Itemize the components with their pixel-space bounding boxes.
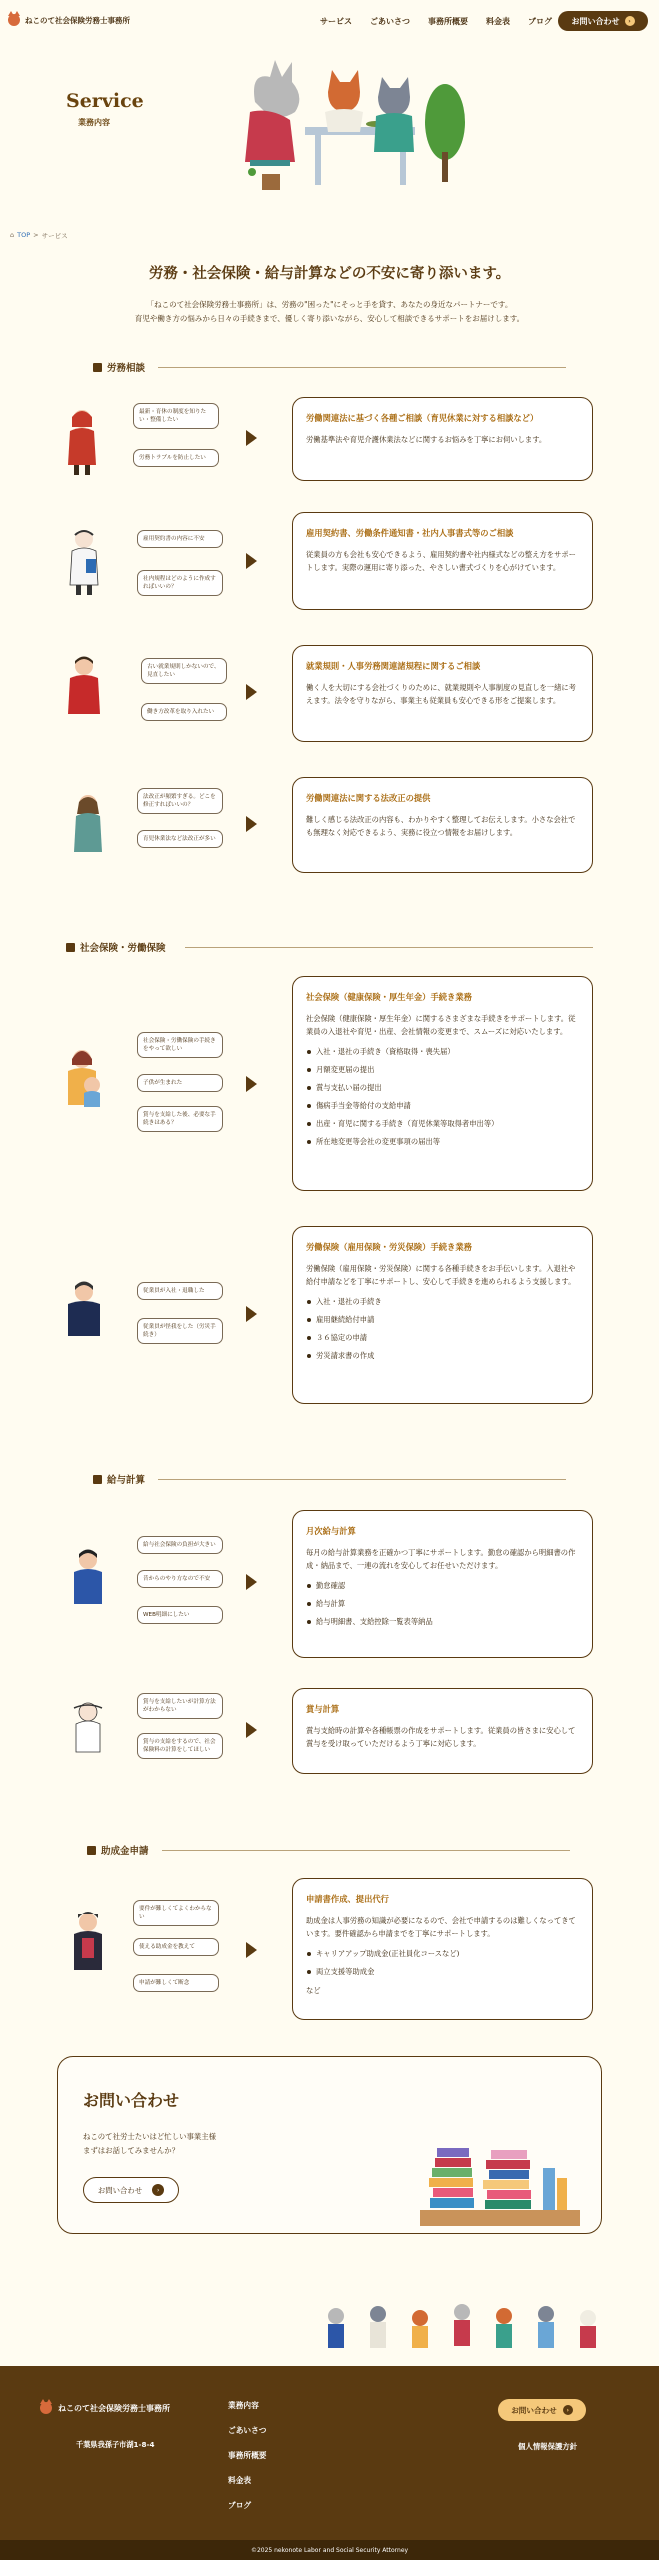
- breadcrumb-current: サービス: [41, 232, 68, 240]
- service-card-title: 労働関連法に関する法改正の提供: [306, 793, 431, 803]
- nav-item-service[interactable]: サービス: [320, 17, 352, 26]
- concern-bubble: 従業員が入社・退職した: [137, 1282, 223, 1300]
- contact-button[interactable]: [83, 2177, 179, 2203]
- person-illustration: [66, 1696, 110, 1766]
- list-item: 傷病手当金等給付の支給申請: [306, 1100, 579, 1112]
- contact-text: [83, 2130, 216, 2158]
- service-card-text: 従業員の方も会社も安心できるよう、雇用契約書や社内様式などの整え方をサポートします。実際の運用に寄り添った、やさしい書式づくりを心がけています。: [306, 550, 576, 572]
- concern-bubble: 法改正が頻繁すぎる。どこを修正すればいいの？: [137, 788, 223, 814]
- section-title-subsidy: 助成金申請: [101, 1846, 149, 1857]
- copyright: ©2025 nekonote Labor and Social Security Attorney: [0, 2540, 659, 2560]
- section-divider: [158, 367, 566, 368]
- privacy-policy-link[interactable]: 個人情報保護方針: [518, 2442, 578, 2451]
- service-card: [292, 1878, 593, 2020]
- section-title-labor: 労務相談: [107, 363, 146, 374]
- concern-bubble: 賞与を支給したいが計算方法がわからない: [137, 1693, 223, 1719]
- header-contact-label: お問い合わせ: [571, 16, 620, 26]
- concern-bubble: 賞与の支給をするので、社会保険料の計算をしてほしい: [137, 1733, 223, 1759]
- service-list: [306, 1296, 579, 1362]
- building-icon: [87, 1846, 96, 1855]
- building-icon: [93, 1475, 102, 1484]
- list-item: ３６協定の申請: [306, 1332, 579, 1344]
- nav-item-price[interactable]: 料金表: [486, 17, 510, 26]
- nav-item-greeting[interactable]: ごあいさつ: [370, 17, 410, 26]
- person-illustration: [66, 790, 110, 860]
- service-card-title: 労働関連法に基づく各種ご相談（育児休業に対する相談など）: [306, 413, 539, 423]
- section-divider: [162, 1850, 570, 1851]
- concern-bubble: 育児休業法など法改正が多い: [137, 830, 223, 848]
- concern-bubble: 給与社会保険の負担が大きい: [137, 1536, 223, 1554]
- footer-nav-office[interactable]: 事務所概要: [228, 2451, 267, 2460]
- nav-item-office[interactable]: 事務所概要: [428, 17, 468, 26]
- breadcrumb: [10, 231, 68, 240]
- arrow-right-icon: [246, 1076, 257, 1092]
- intro-line-1: 「ねこのて社会保険労務士事務所」は、労務の"困った"にそっと手を貸す、あなたの身近なパートナーです。: [146, 300, 513, 309]
- building-icon: [66, 943, 75, 952]
- footer-nav-blog[interactable]: ブログ: [228, 2501, 252, 2510]
- service-list: [306, 1046, 579, 1148]
- service-card-title: 就業規則・人事労務関連諸規程に関するご相談: [306, 661, 481, 671]
- arrow-right-icon: [246, 684, 257, 700]
- contact-line: ねこのて社労士たいはど忙しい事業主様: [83, 2132, 217, 2141]
- arrow-right-icon: [246, 430, 257, 446]
- service-card-text: 賞与支給時の計算や各種帳票の作成をサポートします。従業員の皆さまに安心して賞与を受け取っていただけるよう丁寧に対応します。: [306, 1726, 576, 1748]
- service-card-text: 難しく感じる法改正の内容も、わかりやすく整理してお伝えします。小さな会社でも無理なく対応できるよう、実務に役立つ情報をお届けします。: [306, 815, 576, 837]
- contact-line: まずはお話してみませんか？: [83, 2146, 180, 2155]
- service-card: [292, 645, 593, 742]
- footer-logo[interactable]: [40, 2402, 170, 2414]
- arrow-right-icon: [246, 1942, 257, 1958]
- concern-bubble: 従業員が怪我をした（労災手続き）: [137, 1318, 223, 1344]
- arrow-right-icon: [246, 1306, 257, 1322]
- concern-bubble: 雇用契約書の内容に不安: [137, 530, 223, 548]
- arrow-right-icon: ›: [563, 2405, 573, 2415]
- header-contact-button[interactable]: [558, 11, 648, 31]
- list-item: 賞与支払い届の提出: [306, 1082, 579, 1094]
- arrow-right-icon: [246, 1574, 257, 1590]
- section-title-social: 社会保険・労働保険: [80, 943, 166, 954]
- service-card: [292, 512, 593, 610]
- list-tail: など: [306, 1986, 321, 1995]
- service-card: [292, 777, 593, 873]
- footer-nav-greeting[interactable]: ごあいさつ: [228, 2426, 267, 2435]
- header-nav: [320, 16, 552, 27]
- concern-bubble: 要件が難しくてよくわからない: [133, 1900, 219, 1926]
- footer-contact-label: お問い合わせ: [511, 2405, 557, 2415]
- service-card: [292, 976, 593, 1191]
- contact-title: お問い合わせ: [83, 2091, 180, 2110]
- section-heading-payroll: [93, 1472, 145, 1486]
- header-logo-text: ねこのて社会保険労務士事務所: [25, 15, 130, 25]
- concern-bubble: 賞与を支給した後、必要な手続きはある？: [137, 1106, 223, 1132]
- intro-line-2: 育児や働き方の悩みから日々の手続きまで、優しく寄り添いながら、安心して相談できるサポートをお届けします。: [134, 314, 525, 323]
- footer-contact-button[interactable]: [498, 2399, 586, 2421]
- footer-nav: [228, 2400, 266, 2511]
- section-heading-labor: [93, 360, 145, 374]
- cat-logo-icon: [40, 2402, 52, 2414]
- person-illustration: [62, 525, 106, 595]
- books-illustration: [415, 2130, 585, 2230]
- concern-bubble: 社会保険・労働保険の手続きをやって欲しい: [137, 1032, 223, 1058]
- section-divider: [158, 1479, 566, 1480]
- service-card: [292, 1688, 593, 1774]
- list-item: 労災請求書の作成: [306, 1350, 579, 1362]
- concern-bubble: 社内規程はどのように作成すればいいの？: [137, 570, 223, 596]
- header-logo[interactable]: [8, 14, 130, 26]
- arrow-right-icon: ›: [625, 16, 635, 26]
- service-card-text: 労働基準法や育児介護休業法などに関するお悩みを丁寧にお伺いします。: [306, 435, 547, 444]
- page-subtitle: 業務内容: [78, 118, 110, 127]
- service-card-title: 社会保険（健康保険・厚生年金）手続き業務: [306, 992, 472, 1002]
- concern-bubble: WEB明細にしたい: [137, 1606, 223, 1624]
- service-card-text: 働く人を大切にする会社づくりのために、就業規則や人事制度の見直しを一緒に考えます。法令を守りながら、事業主も従業員も安心できる形をご提案します。: [306, 683, 576, 705]
- section-divider: [185, 947, 593, 948]
- list-item: 勤怠確認: [306, 1580, 579, 1592]
- section-heading-subsidy: [87, 1843, 149, 1857]
- concern-bubble: 古い就業規則しかないので、見直したい: [141, 658, 227, 684]
- arrow-right-icon: [246, 553, 257, 569]
- building-icon: [93, 363, 102, 372]
- person-illustration: [62, 1278, 106, 1348]
- service-card-title: 賞与計算: [306, 1704, 340, 1714]
- list-item: 給与計算: [306, 1598, 579, 1610]
- service-card: [292, 397, 593, 481]
- arrow-right-icon: [246, 1722, 257, 1738]
- person-illustration: [60, 405, 104, 475]
- service-list: [306, 1948, 579, 1978]
- service-card-title: 雇用契約書、労働条件通知書・社内人事書式等のご相談: [306, 528, 514, 538]
- concern-bubble: 労務トラブルを防止したい: [133, 449, 219, 467]
- footer-nav-service[interactable]: 業務内容: [228, 2401, 259, 2410]
- list-item: 入社・退社の手続き（資格取得・喪失届）: [306, 1046, 579, 1058]
- list-item: 出産・育児に関する手続き（育児休業等取得者申出等）: [306, 1118, 579, 1130]
- footer-logo-text: ねこのて社会保険労務士事務所: [58, 2403, 170, 2413]
- footer-nav-price[interactable]: 料金表: [228, 2476, 252, 2485]
- home-icon: ⌂: [10, 231, 15, 239]
- nav-item-blog[interactable]: ブログ: [528, 17, 552, 26]
- concern-bubble: 働き方改革を取り入れたい: [141, 703, 227, 721]
- service-card: [292, 1510, 593, 1658]
- concern-bubble: 最新・育休の制度を知りたい・整備したい: [133, 403, 219, 429]
- service-card-text: 助成金は人事労務の知識が必要になるので、会社で申請するのは難しくなってきています。要件確認から申請までを丁寧にサポートします。: [306, 1916, 576, 1938]
- service-card-text: 社会保険（健康保険・厚生年金）に関するさまざまな手続きをサポートします。従業員の入退社や育児・出産、会社情報の変更まで、スムーズに対応いたします。: [306, 1014, 576, 1036]
- service-card-title: 労働保険（雇用保険・労災保険）手続き業務: [306, 1242, 472, 1252]
- breadcrumb-top[interactable]: TOP: [17, 231, 31, 239]
- service-card-text: 毎月の給与計算業務を正確かつ丁寧にサポートします。勤怠の確認から明細書の作成・納品まで、一連の流れを安心してお任せいただけます。: [306, 1548, 576, 1570]
- section-heading-social: [66, 940, 166, 954]
- intro-heading: 労務・社会保険・給与計算などの不安に寄り添います。: [148, 266, 511, 282]
- person-illustration: [62, 1045, 106, 1115]
- person-illustration: [66, 1908, 110, 1978]
- list-item: 両立支援等助成金: [306, 1966, 579, 1978]
- concern-bubble: 申請が難しくて断念: [133, 1974, 219, 1992]
- concern-bubble: 使える助成金を教えて: [133, 1938, 219, 1956]
- list-item: 雇用継続給付申請: [306, 1314, 579, 1326]
- breadcrumb-separator: >: [33, 231, 39, 239]
- footer: [0, 2366, 659, 2540]
- cats-tea-party-illustration: [210, 52, 470, 202]
- list-item: 所在地変更等会社の変更事項の届出等: [306, 1136, 579, 1148]
- person-illustration: [66, 1546, 110, 1616]
- service-card: [292, 1226, 593, 1404]
- service-card-text: 労働保険（雇用保険・労災保険）に関する各種手続きをお手伝いします。入退社や給付申請などを丁寧にサポートし、安心して手続きを進められるよう支援します。: [306, 1264, 576, 1286]
- footer-address: 千葉県我孫子市湖1-8-4: [76, 2440, 155, 2449]
- list-item: キャリアアップ助成金(正社員化コースなど): [306, 1948, 579, 1960]
- section-title-payroll: 給与計算: [107, 1475, 146, 1486]
- arrow-right-icon: ›: [152, 2184, 164, 2196]
- walking-cats-illustration: [316, 2300, 626, 2366]
- cat-logo-icon: [8, 14, 20, 26]
- concern-bubble: 子供が生まれた: [137, 1074, 223, 1092]
- person-illustration: [62, 652, 106, 722]
- arrow-right-icon: [246, 816, 257, 832]
- concern-bubble: 昔からのやり方なので不安: [137, 1570, 223, 1588]
- list-item: 給与明細書、支給控除一覧表等納品: [306, 1616, 579, 1628]
- service-card-title: 申請書作成、提出代行: [306, 1894, 389, 1904]
- service-list: [306, 1580, 579, 1628]
- contact-button-label: お問い合わせ: [97, 2185, 143, 2195]
- service-card-title: 月次給与計算: [306, 1526, 356, 1536]
- list-item: 月額変更届の提出: [306, 1064, 579, 1076]
- list-item: 入社・退社の手続き: [306, 1296, 579, 1308]
- page-title: Service: [66, 90, 144, 112]
